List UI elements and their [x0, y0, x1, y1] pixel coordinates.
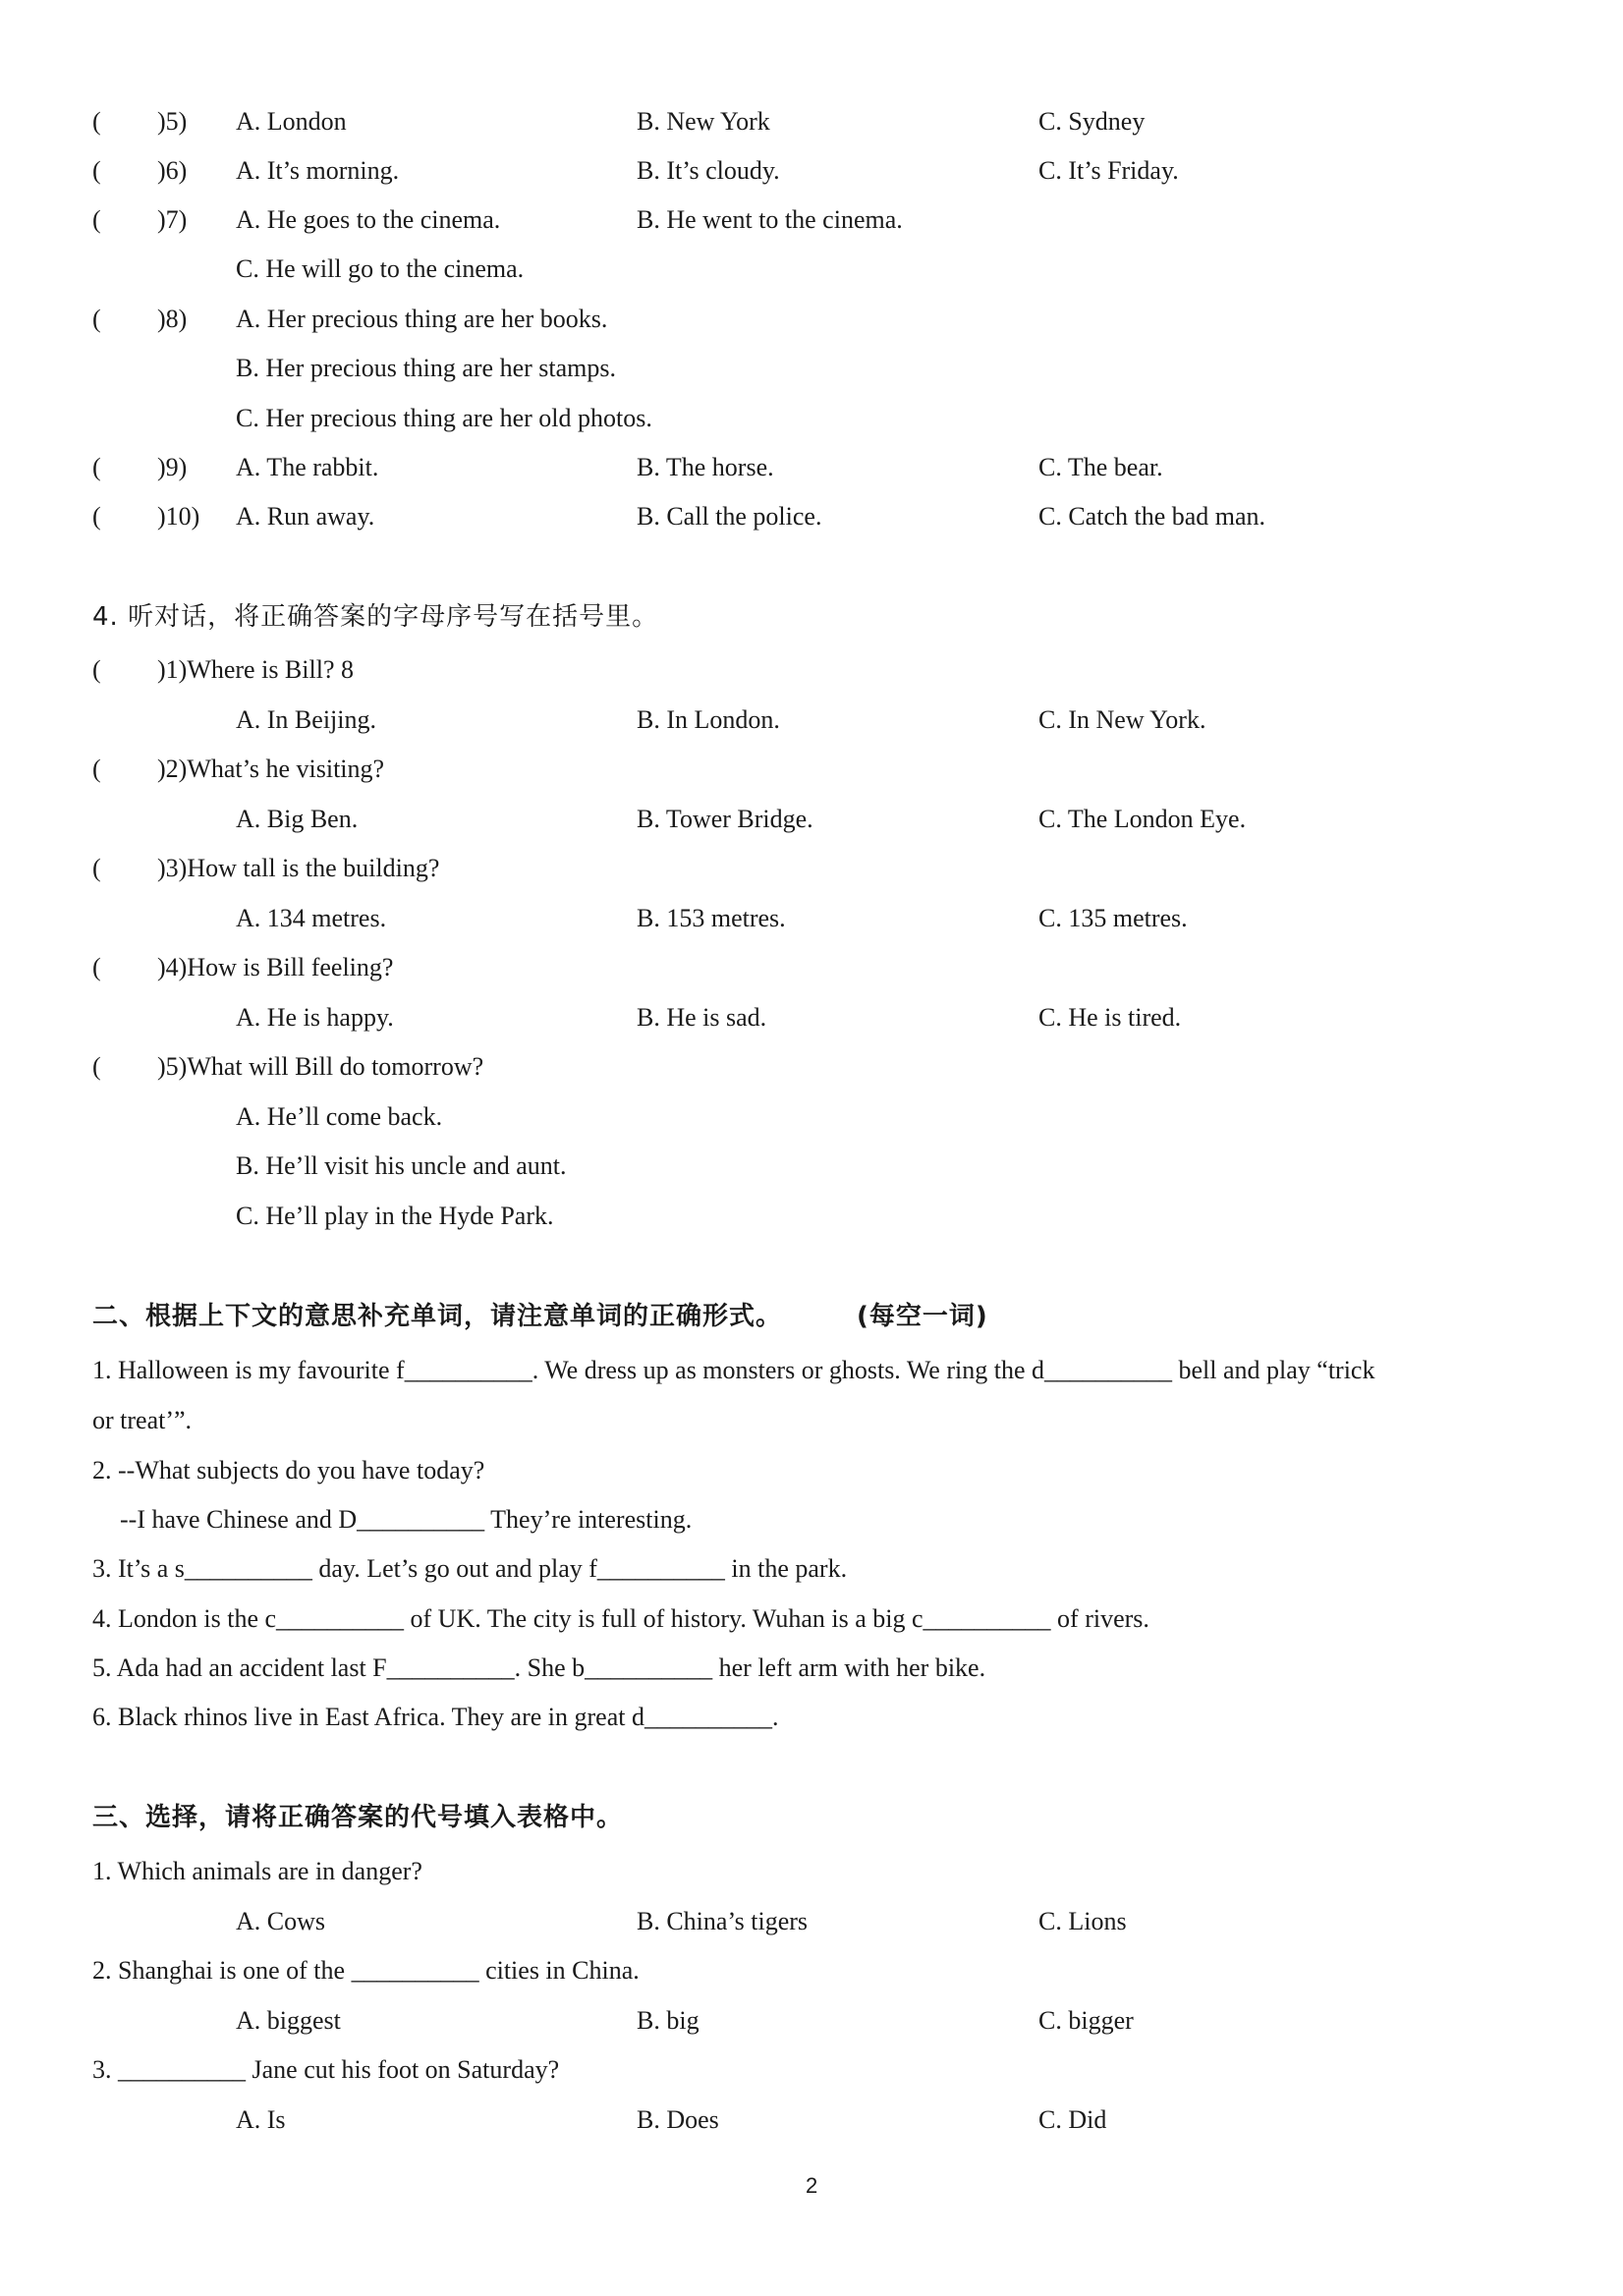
option-c: C. Lions: [1038, 1907, 1127, 1935]
option-c: C. Did: [1038, 2105, 1107, 2134]
option-b: B. It’s cloudy.: [637, 156, 780, 185]
option-a: A. It’s morning.: [236, 156, 400, 185]
option-b: B. Tower Bridge.: [637, 805, 813, 833]
answer-paren: (: [92, 156, 101, 185]
option-b: B. 153 metres.: [637, 904, 786, 932]
question-number: )6): [157, 156, 188, 185]
section-heading: 4. 听对话，将正确答案的字母序号写在括号里。: [92, 602, 659, 632]
option-a: A. Run away.: [236, 502, 375, 531]
fill-in-line: 5. Ada had an accident last F__________. She b__________ her left arm with her bike.: [92, 1653, 986, 1682]
fill-in-line: --I have Chinese and D__________ They’re interesting.: [120, 1505, 693, 1534]
option-c: C. 135 metres.: [1038, 904, 1188, 932]
option-b: B. big: [637, 2006, 700, 2035]
answer-paren: (: [92, 107, 101, 136]
option-a: A. London: [236, 107, 347, 136]
answer-paren: (: [92, 755, 101, 783]
option-b: B. Call the police.: [637, 502, 822, 531]
fill-in-line: 1. Halloween is my favourite f__________. We dress up as monsters or ghosts. We ring the d__________ bell and play “trick: [92, 1356, 1375, 1384]
question-number: )7): [157, 205, 188, 234]
option-a: A. 134 metres.: [236, 904, 387, 932]
section-heading-note: (每空一词): [857, 1302, 988, 1331]
question-number: )9): [157, 453, 188, 481]
question-stem: 2. Shanghai is one of the __________ cities in China.: [92, 1956, 640, 1985]
option-a: A. In Beijing.: [236, 705, 376, 734]
option-b: B. New York: [637, 107, 770, 136]
option-c: C. Her precious thing are her old photos.: [236, 404, 652, 432]
option-b: B. He is sad.: [637, 1003, 767, 1032]
option-a: A. Cows: [236, 1907, 326, 1935]
page-number: 2: [806, 2173, 818, 2198]
option-b: B. He went to the cinema.: [637, 205, 903, 234]
option-b: B. Does: [637, 2105, 719, 2134]
section-heading: 三、选择，请将正确答案的代号填入表格中。: [92, 1803, 624, 1832]
fill-in-line: 4. London is the c__________ of UK. The city is full of history. Wuhan is a big c__________ of rivers.: [92, 1604, 1149, 1633]
question-stem: 1. Which animals are in danger?: [92, 1857, 422, 1885]
fill-in-line: 3. It’s a s__________ day. Let’s go out and play f__________ in the park.: [92, 1554, 848, 1583]
option-c: C. He is tired.: [1038, 1003, 1182, 1032]
option-b: B. China’s tigers: [637, 1907, 809, 1935]
section-heading: 二、根据上下文的意思补充单词，请注意单词的正确形式。: [92, 1302, 783, 1331]
answer-paren: (: [92, 305, 101, 333]
option-c: C. In New York.: [1038, 705, 1206, 734]
option-b: B. Her precious thing are her stamps.: [236, 354, 617, 382]
answer-paren: (: [92, 205, 101, 234]
answer-paren: (: [92, 953, 101, 981]
option-a: A. He is happy.: [236, 1003, 394, 1032]
option-b: B. The horse.: [637, 453, 774, 481]
option-c: C. It’s Friday.: [1038, 156, 1179, 185]
option-c: C. He’ll play in the Hyde Park.: [236, 1202, 554, 1230]
option-b: B. In London.: [637, 705, 780, 734]
answer-paren: (: [92, 655, 101, 684]
question-number: )5): [157, 107, 188, 136]
option-a: A. Is: [236, 2105, 286, 2134]
question-stem: )5)What will Bill do tomorrow?: [157, 1052, 484, 1081]
option-c: C. bigger: [1038, 2006, 1134, 2035]
option-c: C. Catch the bad man.: [1038, 502, 1266, 531]
option-c: C. Sydney: [1038, 107, 1146, 136]
question-number: )10): [157, 502, 200, 531]
option-c: C. He will go to the cinema.: [236, 254, 525, 283]
option-c: C. The London Eye.: [1038, 805, 1247, 833]
option-a: A. The rabbit.: [236, 453, 379, 481]
fill-in-line: 2. --What subjects do you have today?: [92, 1456, 485, 1484]
question-stem: 3. __________ Jane cut his foot on Saturday?: [92, 2055, 560, 2084]
answer-paren: (: [92, 1052, 101, 1081]
option-a: A. He goes to the cinema.: [236, 205, 501, 234]
fill-in-line: or treat’”.: [92, 1406, 193, 1434]
answer-paren: (: [92, 854, 101, 882]
option-a: A. Big Ben.: [236, 805, 359, 833]
question-stem: )1)Where is Bill? 8: [157, 655, 354, 684]
option-c: C. The bear.: [1038, 453, 1163, 481]
option-a: A. He’ll come back.: [236, 1102, 443, 1131]
option-a: A. Her precious thing are her books.: [236, 305, 608, 333]
answer-paren: (: [92, 453, 101, 481]
question-stem: )4)How is Bill feeling?: [157, 953, 394, 981]
option-a: A. biggest: [236, 2006, 341, 2035]
answer-paren: (: [92, 502, 101, 531]
option-b: B. He’ll visit his uncle and aunt.: [236, 1151, 567, 1180]
question-stem: )3)How tall is the building?: [157, 854, 440, 882]
question-stem: )2)What’s he visiting?: [157, 755, 385, 783]
question-number: )8): [157, 305, 188, 333]
fill-in-line: 6. Black rhinos live in East Africa. They are in great d__________.: [92, 1703, 779, 1731]
